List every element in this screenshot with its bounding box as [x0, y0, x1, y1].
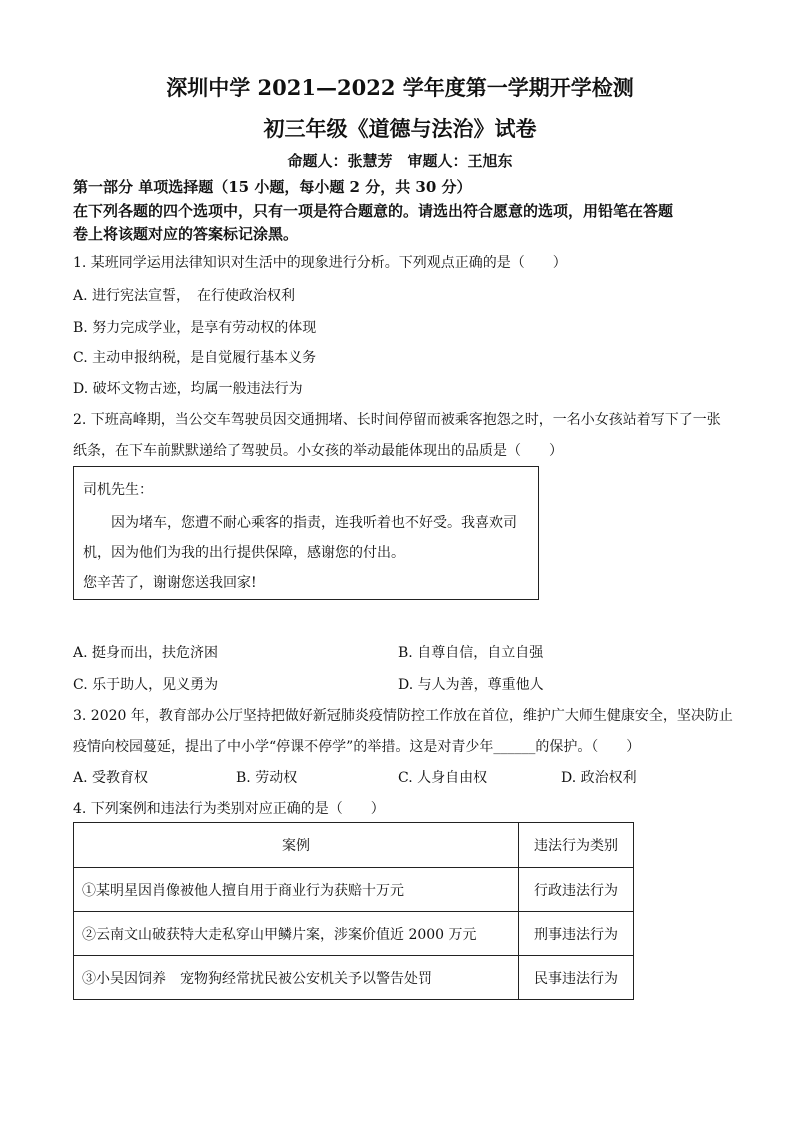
section-heading: 第一部分 单项选择题（15 小题，每小题 2 分，共 30 分） [73, 178, 472, 196]
q2-note-line: 机，因为他们为我的出行提供保障，感谢您的付出。 [83, 545, 405, 561]
table-row [74, 956, 634, 1000]
q1-option-d: D. 破坏文物古迹，均属一般违法行为 [73, 381, 303, 397]
q3-option-c: C. 人身自由权 [398, 770, 488, 786]
q2-option-a: A. 挺身而出，扶危济困 [73, 645, 219, 661]
table-row [74, 868, 634, 912]
q1-option-b: B. 努力完成学业，是享有劳动权的体现 [73, 320, 317, 336]
q2-option-b: B. 自尊自信，自立自强 [398, 645, 544, 661]
q3-stem-cont: 疫情向校园蔓延，提出了中小学“停课不停学”的举措。这是对青少年______的保护。（ ） [73, 739, 641, 755]
exam-authors: 命题人：张慧芳 审题人：王旭东 [287, 152, 513, 170]
q2-option-c: C. 乐于助人，见义勇为 [73, 677, 219, 693]
section-instruction-cont: 卷上将该题对应的答案标记涂黑。 [73, 225, 299, 243]
table-cell-category: 刑事违法行为 [519, 912, 634, 956]
exam-title: 深圳中学 2021—2022 学年度第一学期开学检测 [166, 75, 634, 100]
table-header-category: 违法行为类别 [519, 823, 634, 868]
q2-stem: 2. 下班高峰期，当公交车驾驶员因交通拥堵、长时间停留而被乘客抱怨之时，一名小女孩站着写下了一张 [73, 412, 721, 428]
q2-note-line: 因为堵车，您遭不耐心乘客的指责，连我听着也不好受。我喜欢司 [111, 515, 517, 531]
q2-stem-cont: 纸条，在下车前默默递给了驾驶员。小女孩的举动最能体现出的品质是（ ） [73, 443, 563, 459]
section-instruction: 在下列各题的四个选项中，只有一项是符合题意的。请选出符合愿意的选项，用铅笔在答题 [73, 202, 674, 220]
table-header-row [74, 823, 634, 868]
q2-note-closing: 您辛苦了，谢谢您送我回家! [83, 575, 257, 591]
table-cell-case: ①某明星因肖像被他人擅自用于商业行为获赔十万元 [74, 868, 519, 912]
q1-stem: 1. 某班同学运用法律知识对生活中的现象进行分析。下列观点正确的是（ ） [73, 255, 567, 271]
table-cell-category: 行政违法行为 [519, 868, 634, 912]
table-row [74, 912, 634, 956]
table-cell-case: ②云南文山破获特大走私穿山甲鳞片案，涉案价值近 2000 万元 [74, 912, 519, 956]
q3-stem: 3. 2020 年，教育部办公厅坚持把做好新冠肺炎疫情防控工作放在首位，维护广大师生健康安全，坚决防止 [73, 708, 733, 724]
q1-option-c: C. 主动申报纳税，是自觉履行基本义务 [73, 350, 317, 366]
q4-stem: 4. 下列案例和违法行为类别对应正确的是（ ） [73, 801, 385, 817]
q3-option-d: D. 政治权利 [561, 770, 637, 786]
exam-subtitle: 初三年级《道德与法治》试卷 [263, 116, 537, 141]
table-cell-category: 民事违法行为 [519, 956, 634, 1000]
table-cell-case: ③小吴因饲养 宠物狗经常扰民被公安机关予以警告处罚 [74, 956, 519, 1000]
q2-note-salutation: 司机先生： [83, 482, 153, 498]
q3-option-b: B. 劳动权 [236, 770, 298, 786]
q1-option-a: A. 进行宪法宣誓， 在行使政治权利 [73, 288, 296, 304]
q4-case-table [73, 822, 634, 1000]
q3-option-a: A. 受教育权 [73, 770, 149, 786]
table-header-case: 案例 [74, 823, 519, 868]
q2-option-d: D. 与人为善，尊重他人 [398, 677, 544, 693]
